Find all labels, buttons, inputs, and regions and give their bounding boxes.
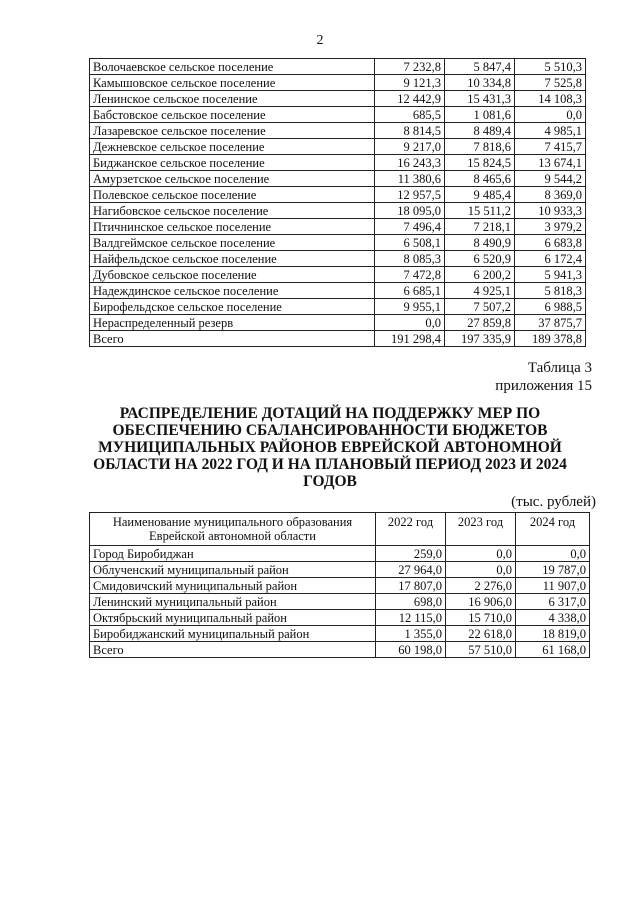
value-2022: 6 508,1 (375, 235, 445, 251)
value-2024: 6 317,0 (516, 594, 590, 610)
table-row (90, 578, 590, 594)
value-2024: 4 985,1 (515, 123, 586, 139)
value-2022: 0,0 (375, 315, 445, 331)
districts-table (89, 512, 590, 658)
value-2024: 189 378,8 (515, 331, 586, 347)
row-name: Надеждинское сельское поселение (90, 283, 375, 299)
value-2024: 0,0 (515, 107, 586, 123)
row-name: Нагибовское сельское поселение (90, 203, 375, 219)
value-2024: 5 510,3 (515, 59, 586, 75)
value-2022: 6 685,1 (375, 283, 445, 299)
row-name: Волочаевское сельское поселение (90, 59, 375, 75)
value-2022: 8 085,3 (375, 251, 445, 267)
value-2022: 1 355,0 (376, 626, 446, 642)
value-2023: 2 276,0 (446, 578, 516, 594)
value-2024: 7 415,7 (515, 139, 586, 155)
value-2023: 8 489,4 (445, 123, 515, 139)
row-name: Биробиджанский муниципальный район (90, 626, 376, 642)
value-2024: 8 369,0 (515, 187, 586, 203)
table-row (90, 267, 586, 283)
header-2022: 2022 год (376, 513, 446, 546)
value-2022: 12 957,5 (375, 187, 445, 203)
value-2023: 197 335,9 (445, 331, 515, 347)
table-row (90, 626, 590, 642)
table-row (90, 610, 590, 626)
table-row (90, 155, 586, 171)
row-name: Бабстовское сельское поселение (90, 107, 375, 123)
units-label: (тыс. рублей) (511, 494, 596, 510)
header-2024: 2024 год (516, 513, 590, 546)
header-name: Наименование муниципального образования Еврейской автономной области (90, 513, 376, 546)
value-2024: 13 674,1 (515, 155, 586, 171)
table-appendix-label: приложения 15 (495, 378, 592, 394)
value-2023: 9 485,4 (445, 187, 515, 203)
table-row (90, 283, 586, 299)
value-2024: 61 168,0 (516, 642, 590, 658)
value-2023: 16 906,0 (446, 594, 516, 610)
value-2023: 27 859,8 (445, 315, 515, 331)
value-2024: 9 544,2 (515, 171, 586, 187)
value-2024: 7 525,8 (515, 75, 586, 91)
row-name: Лазаревское сельское поселение (90, 123, 375, 139)
value-2024: 18 819,0 (516, 626, 590, 642)
value-2023: 8 490,9 (445, 235, 515, 251)
settlements-table (89, 58, 586, 347)
value-2024: 37 875,7 (515, 315, 586, 331)
value-2024: 19 787,0 (516, 562, 590, 578)
value-2024: 6 683,8 (515, 235, 586, 251)
page-number: 2 (316, 33, 324, 48)
row-name: Амурзетское сельское поселение (90, 171, 375, 187)
value-2024: 4 338,0 (516, 610, 590, 626)
value-2024: 14 108,3 (515, 91, 586, 107)
value-2022: 259,0 (376, 546, 446, 562)
value-2022: 60 198,0 (376, 642, 446, 658)
value-2023: 15 710,0 (446, 610, 516, 626)
value-2023: 1 081,6 (445, 107, 515, 123)
value-2024: 11 907,0 (516, 578, 590, 594)
value-2022: 11 380,6 (375, 171, 445, 187)
row-name: Дежневское сельское поселение (90, 139, 375, 155)
value-2022: 8 814,5 (375, 123, 445, 139)
value-2022: 17 807,0 (376, 578, 446, 594)
table-row (90, 315, 586, 331)
row-name: Всего (90, 331, 375, 347)
table-header-row (90, 513, 590, 546)
row-name: Всего (90, 642, 376, 658)
value-2023: 7 507,2 (445, 299, 515, 315)
row-name: Облученский муниципальный район (90, 562, 376, 578)
value-2022: 685,5 (375, 107, 445, 123)
value-2023: 22 618,0 (446, 626, 516, 642)
table-row (90, 594, 590, 610)
table-row (90, 562, 590, 578)
row-name: Октябрьский муниципальный район (90, 610, 376, 626)
value-2023: 0,0 (446, 562, 516, 578)
value-2023: 5 847,4 (445, 59, 515, 75)
value-2023: 57 510,0 (446, 642, 516, 658)
value-2022: 7 472,8 (375, 267, 445, 283)
value-2023: 4 925,1 (445, 283, 515, 299)
row-name: Найфельдское сельское поселение (90, 251, 375, 267)
value-2023: 15 824,5 (445, 155, 515, 171)
value-2022: 9 121,3 (375, 75, 445, 91)
row-name: Валдгеймское сельское поселение (90, 235, 375, 251)
row-name: Смидовичский муниципальный район (90, 578, 376, 594)
value-2023: 15 511,2 (445, 203, 515, 219)
table-heading: РАСПРЕДЕЛЕНИЕ ДОТАЦИЙ НА ПОДДЕРЖКУ МЕР ПО ОБЕСПЕЧЕНИЮ СБАЛАНСИРОВАННОСТИ БЮДЖЕТОВ МУНИЦИПАЛЬНЫХ РАЙОНОВ ЕВРЕЙСКОЙ АВТОНОМНОЙ ОБЛАСТИ НА 2022 ГОД И НА ПЛАНОВЫЙ ПЕРИОД 2023 И 2024 ГОДОВ (93, 405, 567, 490)
value-2023: 0,0 (446, 546, 516, 562)
table-label: Таблица 3 (527, 360, 592, 376)
table-row (90, 171, 586, 187)
table-row (90, 235, 586, 251)
row-name: Биджанское сельское поселение (90, 155, 375, 171)
value-2023: 7 218,1 (445, 219, 515, 235)
value-2023: 6 520,9 (445, 251, 515, 267)
table-row (90, 331, 586, 347)
table-row (90, 251, 586, 267)
table-row (90, 546, 590, 562)
value-2023: 10 334,8 (445, 75, 515, 91)
header-2023: 2023 год (446, 513, 516, 546)
value-2024: 5 818,3 (515, 283, 586, 299)
table-row (90, 59, 586, 75)
value-2022: 191 298,4 (375, 331, 445, 347)
value-2024: 0,0 (516, 546, 590, 562)
row-name: Ленинский муниципальный район (90, 594, 376, 610)
value-2022: 7 496,4 (375, 219, 445, 235)
value-2022: 18 095,0 (375, 203, 445, 219)
table-row (90, 139, 586, 155)
value-2024: 10 933,3 (515, 203, 586, 219)
value-2022: 9 955,1 (375, 299, 445, 315)
value-2023: 7 818,6 (445, 139, 515, 155)
value-2023: 15 431,3 (445, 91, 515, 107)
row-name: Нераспределенный резерв (90, 315, 375, 331)
row-name: Камышовское сельское поселение (90, 75, 375, 91)
value-2022: 12 442,9 (375, 91, 445, 107)
value-2022: 9 217,0 (375, 139, 445, 155)
value-2022: 16 243,3 (375, 155, 445, 171)
table-row (90, 91, 586, 107)
table-row (90, 642, 590, 658)
value-2024: 3 979,2 (515, 219, 586, 235)
value-2023: 8 465,6 (445, 171, 515, 187)
value-2022: 27 964,0 (376, 562, 446, 578)
row-name: Дубовское сельское поселение (90, 267, 375, 283)
row-name: Полевское сельское поселение (90, 187, 375, 203)
row-name: Птичнинское сельское поселение (90, 219, 375, 235)
row-name: Ленинское сельское поселение (90, 91, 375, 107)
value-2022: 698,0 (376, 594, 446, 610)
value-2024: 6 988,5 (515, 299, 586, 315)
table-row (90, 219, 586, 235)
row-name: Бирофельдское сельское поселение (90, 299, 375, 315)
table-row (90, 75, 586, 91)
table-row (90, 123, 586, 139)
table-row (90, 107, 586, 123)
table-row (90, 187, 586, 203)
table-row (90, 203, 586, 219)
value-2024: 5 941,3 (515, 267, 586, 283)
value-2022: 7 232,8 (375, 59, 445, 75)
value-2022: 12 115,0 (376, 610, 446, 626)
value-2024: 6 172,4 (515, 251, 586, 267)
row-name: Город Биробиджан (90, 546, 376, 562)
table-row (90, 299, 586, 315)
value-2023: 6 200,2 (445, 267, 515, 283)
